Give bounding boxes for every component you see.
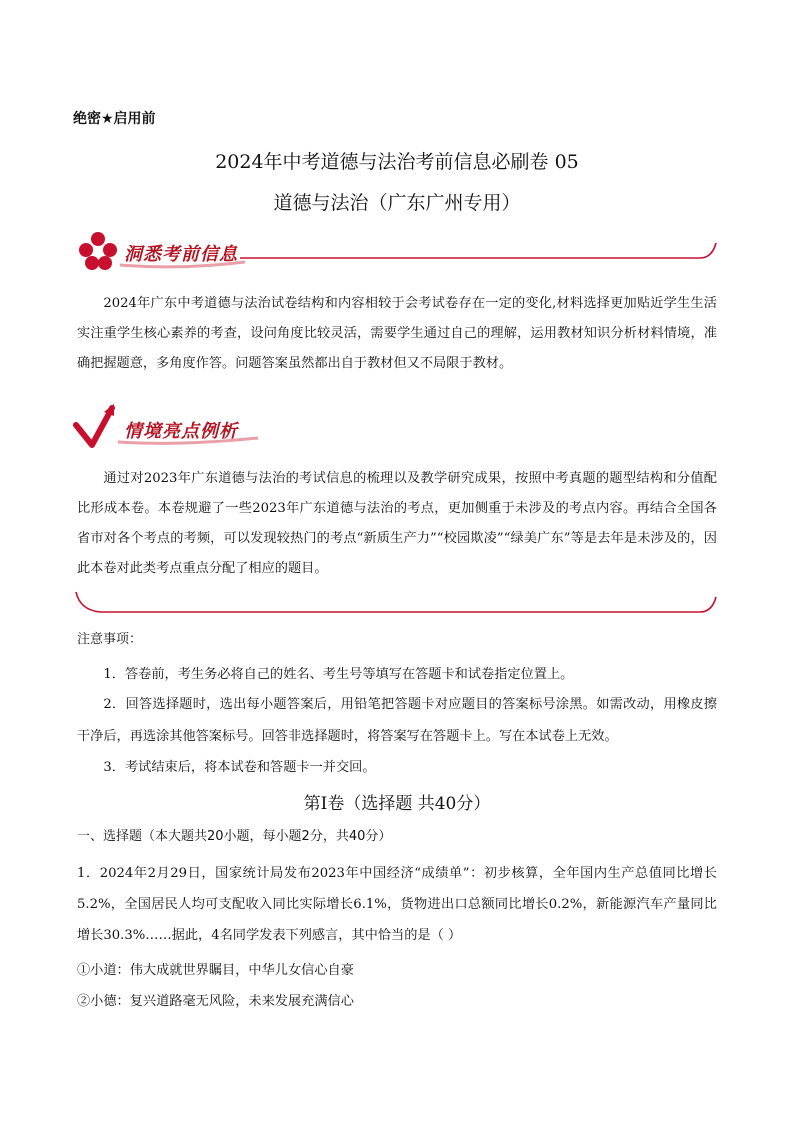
page-subtitle: 道德与法治（广东广州专用） <box>273 192 521 214</box>
checkmark-icon <box>76 404 114 445</box>
section-banner-info: 洞悉考前信息 <box>124 244 238 265</box>
note-item: 1．答卷前，考生务必将自己的姓名、考生号等填写在答题卡和试卷指定位置上。 <box>103 667 574 682</box>
info-paragraph: 2024年广东中考道德与法治试卷结构和内容相较于会考试卷存在一定的变化,材料选择更加贴近学生生活实注重学生核心素养的考查，设问角度比较灵活，需要学生通过自己的理解，运用教材知识分析材料情境，准确把握题意，多角度作答。问题答案虽然都出自于教材但又不局限于教材。 <box>77 296 717 371</box>
highlight-paragraph: 通过对2023年广东道德与法治的考试信息的梳理以及教学研究成果，按照中考真题的题型结构和分值配比形成本卷。本卷规避了一些2023年广东道德与法治的考点，更加侧重于未涉及的考点内容。再结合全国各省市对各个考点的考频，可以发现较热门的考点“新质生产力”“校园欺凌”“绿美广东”等是去年是未涉及的，因此本卷对此类考点重点分配了相应的题目。 <box>77 471 717 576</box>
volume-heading: 第Ⅰ卷（选择题 共40分） <box>303 794 491 814</box>
page-title: 2024年中考道德与法治考前信息必刷卷 05 <box>215 151 579 173</box>
confidential-label: 绝密★启用前 <box>73 111 156 127</box>
notes-title: 注意事项： <box>77 632 143 647</box>
note-item: 3．考试结束后，将本试卷和答题卡一并交回。 <box>103 760 376 775</box>
section-heading: 一、选择题（本大题共20小题，每小题2分，共40分） <box>77 829 392 844</box>
flower-icon <box>79 232 117 270</box>
question-option: ①小道：伟大成就世界瞩目，中华儿女信心自豪 <box>77 963 354 978</box>
question-option: ②小德：复兴道路毫无风险，未来发展充满信心 <box>77 994 354 1009</box>
bottom-frame-line <box>76 592 716 612</box>
section-banner-highlight: 情境亮点例析 <box>124 421 238 442</box>
question-stem: 1．2024年2月29日，国家统计局发布2023年中国经济“成绩单”：初步核算，全年国内生产总值同比增长5.2%，全国居民人均可支配收入同比实际增长6.1%，货物进出口总额同比增长0.2%，新能源汽车产量同比增长30.3%……据此，4名同学发表下列感言，其中恰当的是（ ） <box>77 866 717 943</box>
note-item: 2．回答选择题时，选出每小题答案后，用铅笔把答题卡对应题目的答案标号涂黑。如需改动，用橡皮擦干净后，再选涂其他答案标号。回答非选择题时，将答案写在答题卡上。写在本试卷上无效。 <box>77 697 717 744</box>
top-frame-line <box>240 243 716 258</box>
